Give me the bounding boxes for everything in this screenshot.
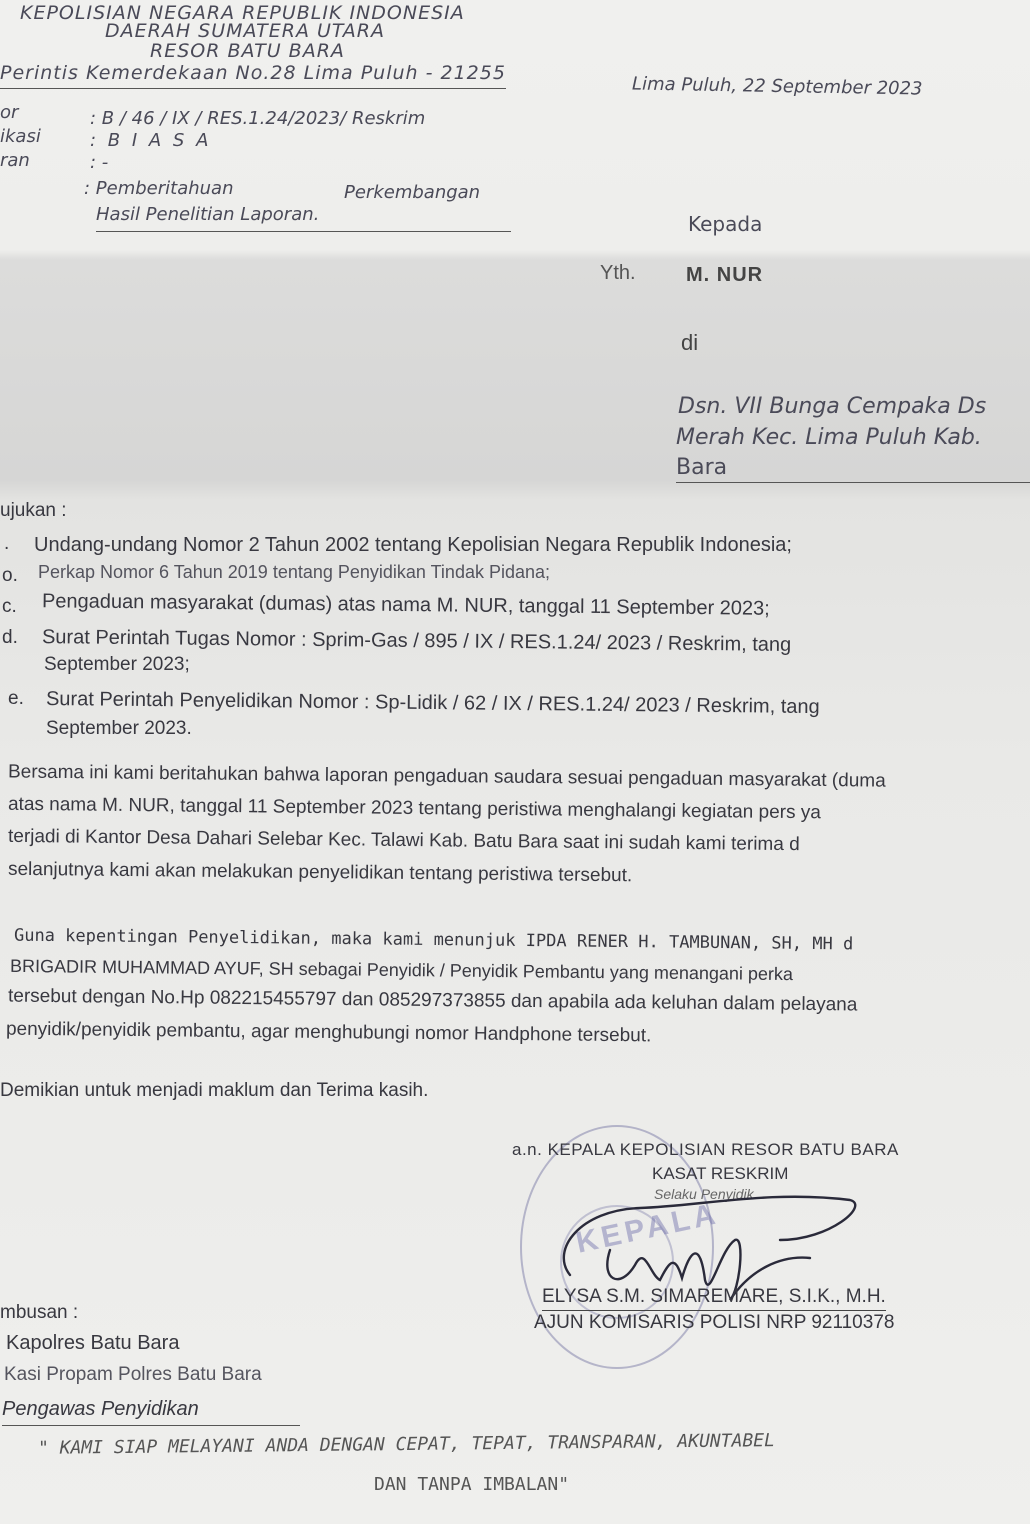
perihal-value-a: : Pemberitahuan [84,178,234,199]
tembusan-item-2: Kasi Propam Polres Batu Bara [4,1364,262,1385]
rujukan-item-e-line1: Surat Perintah Penyelidikan Nomor : Sp-Lidik / 62 / IX / RES.1.24/ 2023 / Reskrim, tang [45,687,820,719]
rujukan-item-e-line2: September 2023. [46,718,192,739]
recipient-address-1: Dsn. VII Bunga Cempaka Ds [678,394,987,419]
signature-line-3: Selaku Penyidik [654,1186,754,1202]
perihal-value-b: Perkembangan [344,182,481,203]
nomor-label: or [0,102,19,123]
rujukan-item-b: Perkap Nomor 6 Tahun 2019 tentang Penyidikan Tindak Pidana; [38,562,551,582]
paragraph-2-line-2: BRIGADIR MUHAMMAD AYUF, SH sebagai Penyidik / Penyidik Pembantu yang menangani perka [9,955,794,985]
motto-line-2: DAN TANPA IMBALAN" [374,1474,570,1495]
rujukan-marker-b: o. [2,565,18,586]
paragraph-2-line-4: penyidik/penyidik pembantu, agar menghubungi nomor Handphone tersebut. [5,1018,652,1047]
paragraph-1-line-4: selanjutnya kami akan melakukan penyelidikan tentang peristiwa tersebut. [7,858,633,887]
letterhead-line1: KEPOLISIAN NEGARA REPUBLIK INDONESIA [20,2,465,24]
kepada-label: Kepada [688,212,763,236]
tembusan-title: mbusan : [0,1302,79,1323]
tembusan-item-1: Kapolres Batu Bara [6,1332,180,1354]
paragraph-3: Demikian untuk menjadi maklum dan Terima kasih. [0,1080,429,1101]
letterhead-line3: RESOR BATU BARA [150,40,345,62]
paragraph-2-line-3: tersebut dengan No.Hp 082215455797 dan 085297373855 dan apabila ada keluhan dalam pelayana [7,985,858,1016]
letterhead-line2: DAERAH SUMATERA UTARA [105,20,385,42]
signature-line-2: KASAT RESKRIM [652,1164,789,1183]
rujukan-item-a: Undang-undang Nomor 2 Tahun 2002 tentang Kepolisian Negara Republik Indonesia; [34,534,792,556]
klasifikasi-label: ikasi [0,126,41,147]
signatory-name: ELYSA S.M. SIMAREMARE, S.I.K., M.H. [542,1286,886,1311]
nomor-value: : B / 46 / IX / RES.1.24/2023/ Reskrim [90,108,426,129]
paragraph-1-line-2: atas nama M. NUR, tanggal 11 September 2023 tentang peristiwa menghalangi kegiatan pers ya [7,793,822,824]
klasifikasi-value: : B I A S A [90,130,212,151]
rujukan-item-c: Pengaduan masyarakat (dumas) atas nama M. NUR, tanggal 11 September 2023; [41,590,770,620]
rujukan-marker-a: . [4,533,10,554]
lampiran-label: ran [0,150,30,171]
paragraph-1-line-3: terjadi di Kantor Desa Dahari Selebar Kec. Talawi Kab. Batu Bara saat ini sudah kami terima d [7,825,800,856]
recipient-di: di [681,330,699,355]
signature-line-1: a.n. KEPALA KEPOLISIAN RESOR BATU BARA [512,1140,899,1159]
rujukan-title: ujukan : [0,500,67,521]
lampiran-value: : - [90,152,109,173]
recipient-name: M. NUR [686,264,764,286]
rujukan-marker-c: c. [2,596,17,617]
stamp-text: KEPALA [573,1197,722,1260]
paragraph-2-line-1: Guna kepentingan Penyelidikan, maka kami menunjuk IPDA RENER H. TAMBUNAN, SH, MH d [13,925,854,955]
recipient-address-3: Bara [676,455,1030,483]
tembusan-item-3: Pengawas Penyidikan [2,1398,300,1426]
letterhead-address: Perintis Kemerdekaan No.28 Lima Puluh - 21255 [0,62,506,89]
rujukan-item-d-line1: Surat Perintah Tugas Nomor : Sprim-Gas / 895 / IX / RES.1.24/ 2023 / Reskrim, tang [41,626,792,656]
yth-label: Yth. [600,262,636,284]
recipient-address-2: Merah Kec. Lima Puluh Kab. [676,425,982,450]
place-date: Lima Puluh, 22 September 2023 [631,73,923,100]
rujukan-marker-e: e. [8,688,24,709]
paragraph-1-line-1: Bersama ini kami beritahukan bahwa laporan pengaduan saudara sesuai pengaduan masyarakat (duma [7,761,886,792]
rujukan-item-d-line2: September 2023; [44,654,190,675]
perihal-value-line2: Hasil Penelitian Laporan. [96,204,511,232]
motto-line-1: " KAMI SIAP MELAYANI ANDA DENGAN CEPAT, TEPAT, TRANSPARAN, AKUNTABEL [37,1430,776,1459]
signatory-rank: AJUN KOMISARIS POLISI NRP 92110378 [534,1312,895,1333]
rujukan-marker-d: d. [2,627,18,648]
